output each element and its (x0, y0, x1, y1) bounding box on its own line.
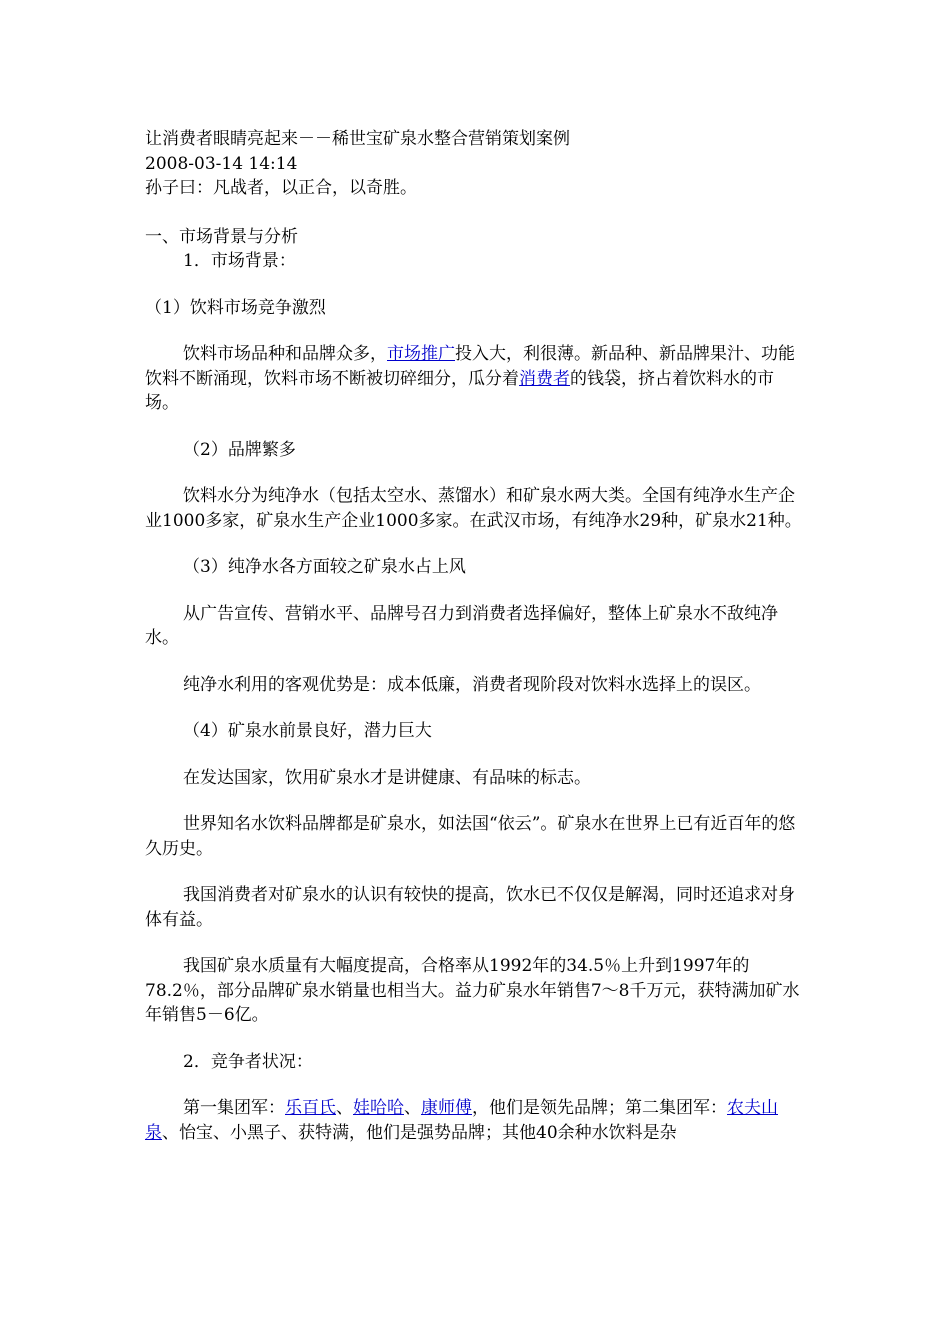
paragraph-text: 第一集团军： (183, 1098, 285, 1118)
link-robust[interactable]: 乐百氏 (285, 1098, 336, 1118)
paragraph-text: ，他们是领先品牌；第二集团军： (472, 1098, 727, 1118)
item-heading-mineral-prospect: （4）矿泉水前景良好，潜力巨大 (183, 721, 432, 741)
subsection-heading-competitors: 2．竞争者状况： (183, 1051, 313, 1072)
separator: 、 (404, 1098, 421, 1118)
paragraph-market-competition (145, 342, 805, 416)
link-nongfu-spring[interactable]: 农夫山泉 (145, 1098, 778, 1143)
paragraph-objective-advantage: 纯净水利用的客观优势是：成本低廉，消费者现阶段对饮料水选择上的误区。 (183, 674, 761, 695)
item-heading-brands: （2）品牌繁多 (183, 439, 296, 460)
paragraph-text: 饮料市场品种和品牌众多， (183, 344, 387, 364)
subsection-heading-background: 1．市场背景： (183, 251, 296, 271)
paragraph-advertising: 从广告宣传、营销水平、品牌号召力到消费者选择偏好，整体上矿泉水不敌纯净水。 (145, 603, 778, 648)
paragraph-quality-improvement: 我国矿泉水质量有大幅度提高，合格率从1992年的34.5％上升到1997年的78.2％，部分品牌矿泉水销量也相当大。益力矿泉水年销售7～8千万元，获特满加矿水年销售5－6亿。 (145, 956, 800, 1025)
doc-datetime: 2008-03-14 14:14 (145, 153, 298, 174)
link-wahaha[interactable]: 娃哈哈 (353, 1098, 404, 1118)
separator: 、 (336, 1098, 353, 1118)
link-consumer[interactable]: 消费者 (519, 368, 570, 389)
doc-quote: 孙子曰：凡战者，以正合，以奇胜。 (145, 178, 417, 198)
paragraph-competitor-groups (145, 1096, 805, 1145)
document-body (145, 127, 805, 1145)
link-market-promotion[interactable]: 市场推广 (387, 344, 455, 364)
item-heading-purified-advantage: （3）纯净水各方面较之矿泉水占上风 (183, 557, 466, 577)
link-master-kong[interactable]: 康师傅 (421, 1098, 472, 1118)
paragraph-consumer-awareness: 我国消费者对矿泉水的认识有较快的提高，饮水已不仅仅是解渴，同时还追求对身体有益。 (145, 885, 795, 930)
paragraph-developed-countries: 在发达国家，饮用矿泉水才是讲健康、有品味的标志。 (183, 767, 591, 788)
paragraph-brands: 饮料水分为纯净水（包括太空水、蒸馏水）和矿泉水两大类。全国有纯净水生产企业1000多家，矿泉水生产企业1000多家。在武汉市场，有纯净水29种，矿泉水21种。 (145, 486, 802, 531)
doc-title: 让消费者眼睛亮起来－－稀世宝矿泉水整合营销策划案例 (145, 129, 570, 149)
paragraph-world-brands: 世界知名水饮料品牌都是矿泉水，如法国“依云”。矿泉水在世界上已有近百年的悠久历史。 (145, 814, 796, 859)
paragraph-text: 投入大，利很薄。新品种、新品牌果汁、功能饮料不断涌现，饮料市场不断被切碎细分，瓜分着 (145, 344, 795, 389)
item-heading-competition: （1）饮料市场竞争激烈 (145, 297, 326, 318)
paragraph-text: 、怡宝、小黑子、获特满，他们是强势品牌；其他40余种水饮料是杂 (162, 1122, 677, 1143)
paragraph-text: 的钱袋，挤占着饮料水的市场。 (145, 368, 774, 413)
section-heading-market: 一、市场背景与分析 (145, 226, 298, 247)
